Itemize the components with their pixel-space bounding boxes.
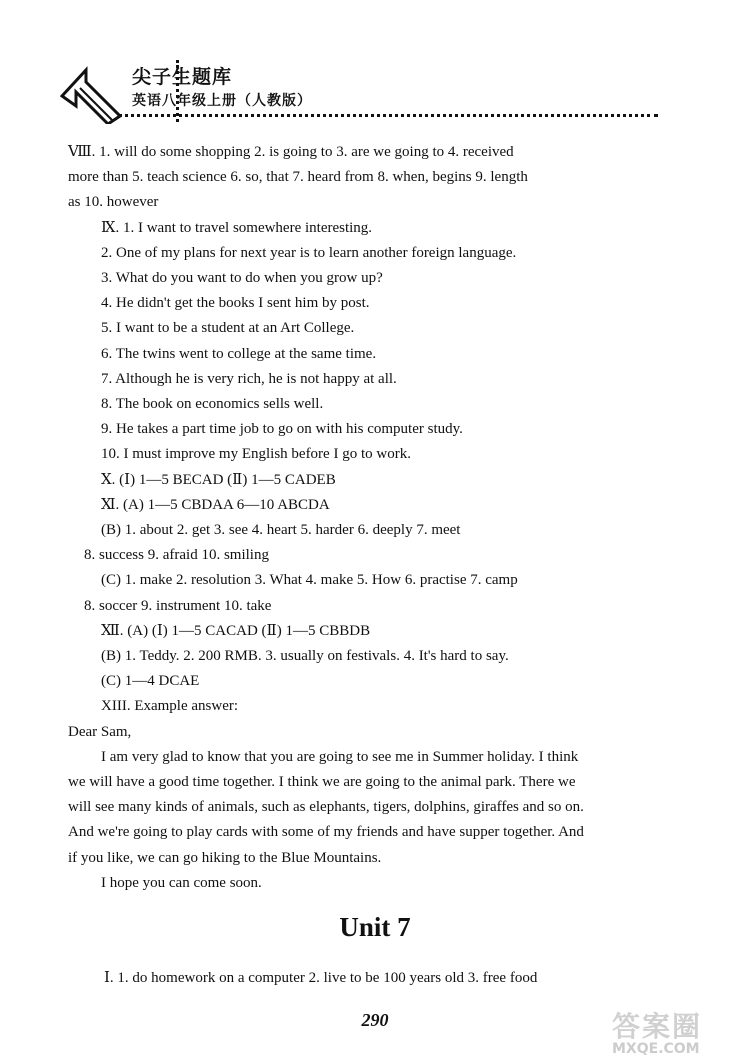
answer-line: Ⅸ. 1. I want to travel somewhere interesting. (101, 219, 373, 236)
answer-line: 4. He didn't get the books I sent him by post. (101, 295, 370, 312)
answer-line: Ⅹ. (Ⅰ) 1—5 BECAD (Ⅱ) 1—5 CADEB (101, 471, 336, 488)
arrow-logo-icon (60, 66, 122, 124)
unit-answer-line: Ⅰ. 1. do homework on a computer 2. live to be 100 years old 3. free food (104, 970, 538, 986)
answer-line: (B) 1. Teddy. 2. 200 RMB. 3. usually on festivals. 4. It's hard to say. (101, 648, 509, 665)
page-header (60, 60, 660, 132)
answer-line: 8. soccer 9. instrument 10. take (84, 597, 272, 614)
answer-content (68, 140, 660, 896)
answer-line: 8. success 9. afraid 10. smiling (84, 547, 269, 564)
letter-line: I am very glad to know that you are going to see me in Summer holiday. I think (101, 748, 579, 765)
answer-line: 2. One of my plans for next year is to learn another foreign language. (101, 244, 517, 261)
answer-line: 7. Although he is very rich, he is not happy at all. (101, 370, 397, 387)
header-horizontal-divider (118, 114, 658, 117)
unit-title: Unit 7 (339, 912, 411, 942)
answer-line: 6. The twins went to college at the same time. (101, 345, 377, 362)
letter-line: if you like, we can go hiking to the Blue Mountains. (68, 849, 382, 866)
answer-line: Ⅷ. 1. will do some shopping 2. is going to 3. are we going to 4. received (68, 144, 514, 160)
book-subtitle: 英语八年级上册（人教版） (132, 93, 312, 109)
letter-line: will see many kinds of animals, such as elephants, tigers, dolphins, giraffes and so on. (68, 799, 584, 816)
answer-line: (B) 1. about 2. get 3. see 4. heart 5. harder 6. deeply 7. meet (101, 522, 461, 539)
answer-line: 5. I want to be a student at an Art College. (101, 320, 355, 337)
answer-line: 10. I must improve my English before I go to work. (101, 446, 411, 463)
watermark (612, 1005, 740, 1057)
book-title: 尖子生题库 (132, 66, 233, 88)
answer-line: 8. The book on economics sells well. (101, 396, 324, 413)
letter-line: And we're going to play cards with some of my friends and have supper together. And (68, 824, 584, 841)
answer-line: 9. He takes a part time job to go on with his computer study. (101, 421, 463, 438)
answer-line: 3. What do you want to do when you grow up? (101, 270, 383, 287)
answer-line: as 10. however (68, 194, 159, 211)
watermark-url: MXQE.COM (612, 1041, 700, 1057)
letter-line: we will have a good time together. I think we are going to the animal park. There we (68, 774, 576, 791)
answer-line: XIII. Example answer: (101, 698, 239, 715)
letter-greeting: Dear Sam, (68, 723, 132, 740)
watermark-logo: 答案圈 (612, 1010, 703, 1043)
answer-line: Ⅺ. (A) 1—5 CBDAA 6—10 ABCDA (101, 496, 330, 513)
answer-line: more than 5. teach science 6. so, that 7. heard from 8. when, begins 9. length (68, 169, 528, 186)
answer-line: (C) 1. make 2. resolution 3. What 4. make 5. How 6. practise 7. camp (101, 572, 518, 589)
letter-line: I hope you can come soon. (101, 874, 262, 891)
answer-line: (C) 1—4 DCAE (101, 673, 200, 690)
answer-line: Ⅻ. (A) (Ⅰ) 1—5 CACAD (Ⅱ) 1—5 CBBDB (101, 622, 371, 639)
page-number: 290 (361, 1010, 389, 1030)
